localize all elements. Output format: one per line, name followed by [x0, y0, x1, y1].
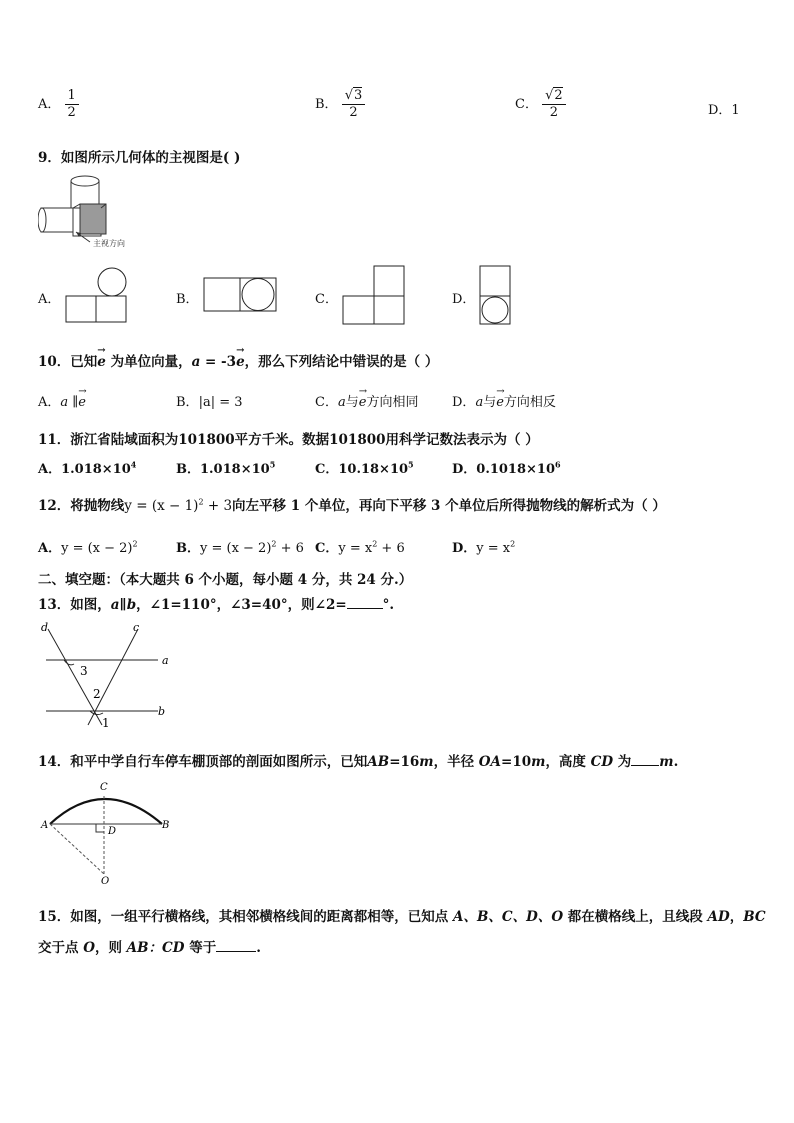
q9-option-b-label: B．	[176, 292, 199, 307]
q9-option-a-label: A．	[38, 292, 61, 307]
q8-b-fraction: $\frac{√3}{2}$	[342, 88, 366, 121]
q10-option-d: D．a与→ e方向相反	[452, 391, 556, 410]
q9-option-a-figure	[64, 266, 128, 326]
q14-stem: 14．和平中学自行车停车棚顶部的剖面如图所示，已知AB=16m，半径 OA=10m，高度 CD 为 m.	[38, 754, 679, 770]
q8-option-d: D．1	[708, 103, 740, 118]
q15-stem-line2: 交于点 O，则 AB：CD 等于 .	[38, 940, 261, 956]
q11-option-c: C．$10.18\times 10^5$	[315, 459, 414, 477]
q9-option-c-figure	[341, 264, 407, 328]
q9-option-b-figure	[202, 276, 278, 314]
q12-option-d: D．$y = x^2$	[452, 539, 516, 556]
q11-option-b: B．$1.018\times 10^5$	[176, 459, 276, 477]
q9-solid-figure	[38, 170, 148, 252]
q14-answer-blank[interactable]	[631, 765, 659, 766]
q9-stem: 9．如图所示几何体的主视图是( )	[38, 150, 241, 166]
q9-option-d-label: D．	[452, 292, 476, 307]
q12-stem: 12．将抛物线$y = (x - 1)^2 + 3$向左平移 1 个单位，再向下平移 3 个单位后所得抛物线的解析式为（ ）	[38, 497, 666, 514]
q11-stem: 11．浙江省陆域面积为101800平方千米。数据101800用科学记数法表示为（ ）	[38, 432, 539, 448]
q9-view-direction-label: 主视方向	[93, 239, 125, 248]
q8-option-c: C． $\frac{√2}{2}$	[515, 88, 566, 121]
q13-angle-1: 1	[102, 716, 110, 729]
q13-label-d: d	[41, 621, 49, 634]
q8-a-fraction: $\frac{1}{2}$	[65, 88, 79, 121]
q10-option-c: C．a与→ e方向相同	[315, 391, 418, 410]
q13-figure	[36, 617, 176, 729]
section2-title: 二、填空题：（本大题共 6 个小题，每小题 4 分，共 24 分.）	[38, 572, 413, 588]
q9-option-d-figure	[478, 264, 512, 328]
q13-label-c: c	[133, 621, 140, 634]
q14-figure	[38, 778, 178, 888]
q13-answer-blank[interactable]	[347, 608, 383, 609]
q8-c-fraction: $\frac{√2}{2}$	[542, 88, 566, 121]
q13-stem: 13．如图，a∥b，∠1=110°，∠3=40°，则∠2= °.	[38, 597, 395, 613]
q13-angle-2: 2	[93, 687, 101, 701]
q11-option-a: A．$1.018\times 10^4$	[38, 459, 137, 477]
q13-label-b: b	[158, 705, 166, 718]
q14-label-b: B	[162, 820, 170, 831]
q9-option-c-label: C．	[315, 292, 338, 307]
q13-angle-3: 3	[80, 664, 88, 678]
q8-option-a: A． $\frac{1}{2}$	[38, 88, 79, 121]
q10-option-a: A．a ∥→ e	[38, 391, 86, 410]
q11-option-d: D．$0.1018\times 10^6$	[452, 459, 561, 477]
q14-label-a: A	[41, 820, 49, 831]
q12-option-a: A．$y = (x - 2)^2$	[38, 539, 138, 556]
q14-label-o: O	[101, 876, 110, 887]
q10-option-b: B．|a| = 3	[176, 395, 243, 410]
q14-label-c: C	[100, 782, 108, 793]
q10-stem: 10．已知→ e 为单位向量，a = -3→ e，那么下列结论中错误的是（ ）	[38, 350, 438, 370]
q12-option-c: C．$y = x^2 + 6$	[315, 539, 405, 556]
q15-answer-blank[interactable]	[216, 951, 256, 952]
q13-label-a: a	[162, 654, 169, 667]
q15-stem-line1: 15．如图，一组平行横格线，其相邻横格线间的距离都相等，已知点 A、B、C、D、O 都在横格线上，且线段 AD，BC	[38, 909, 766, 925]
q12-option-b: B．$y = (x - 2)^2 + 6$	[176, 539, 304, 556]
q14-label-d: D	[108, 826, 117, 837]
q8-option-b: B． $\frac{√3}{2}$	[315, 88, 365, 121]
